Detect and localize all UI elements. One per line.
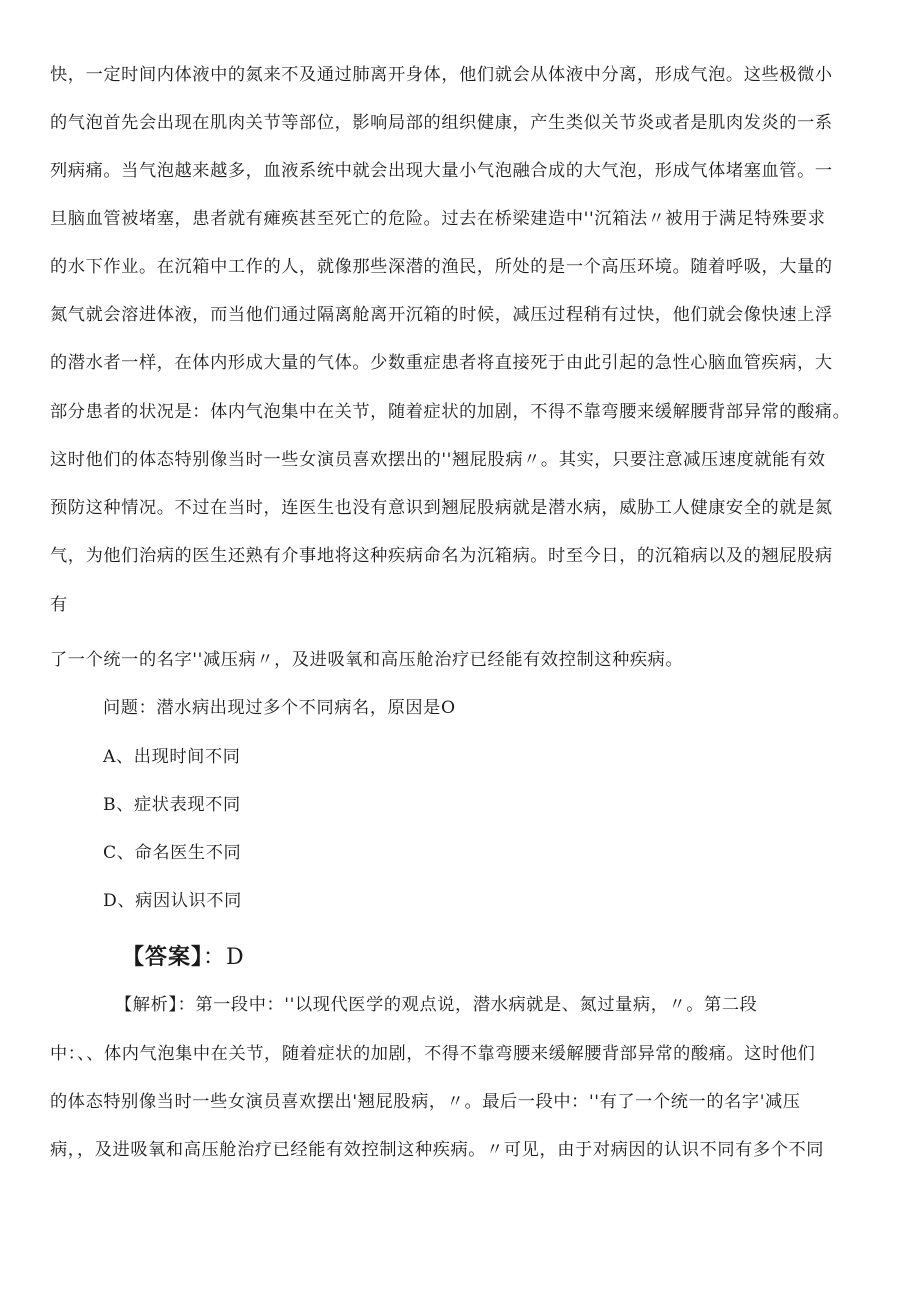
passage-line: 有	[50, 595, 68, 615]
answer-value: ：D	[203, 945, 245, 970]
passage-line: 的水下作业。在沉箱中工作的人，就像那些深潜的渔民，所处的是一个高压环境。随着呼吸，大量的	[50, 257, 833, 277]
option-b: B、症状表现不同	[103, 795, 241, 815]
passage-line: 的潜水者一样，在体内形成大量的气体。少数重症患者将直接死于由此引起的急性心脑血管疾病，大	[50, 353, 833, 373]
explanation-label: 【解析】	[115, 995, 178, 1015]
explanation-line: 病，，及进吸氧和高压舱治疗已经能有效控制这种疾病。〃可见，由于对病因的认识不同有多个不同	[50, 1140, 825, 1160]
explanation-line: 中：、、体内气泡集中在关节，随着症状的加剧，不得不靠弯腰来缓解腰背部异常的酸痛。这时他们	[50, 1044, 816, 1064]
passage-line: 的气泡首先会出现在肌肉关节等部位，影响局部的组织健康，产生类似关节炎或者是肌肉发炎的一系	[50, 113, 833, 133]
passage-line: 部分患者的状况是：体内气泡集中在关节，随着症状的加剧，不得不靠弯腰来缓解腰背部异常的酸痛。	[50, 402, 851, 422]
passage-line: 快，一定时间内体液中的氮来不及通过肺离开身体，他们就会从体液中分离，形成气泡。这些极微小	[50, 65, 833, 85]
passage-line: 旦脑血管被堵塞，患者就有瘫痪甚至死亡的危险。过去在桥梁建造中''沉箱法〃被用于满足特殊要求	[50, 209, 826, 229]
option-c: C、命名医生不同	[103, 843, 242, 863]
passage-line: 列病痛。当气泡越来越多，血液系统中就会出现大量小气泡融合成的大气泡，形成气体堵塞血管。一	[50, 161, 833, 181]
explanation-line: 的体态特别像当时一些女演员喜欢摆出'翘屁股病，〃。最后一段中：''有了一个统一的名字'减压	[50, 1092, 801, 1112]
passage-line: 了一个统一的名字''减压病〃，及进吸氧和高压舱治疗已经能有效控制这种疾病。	[50, 650, 684, 670]
passage-line: 气，为他们治病的医生还熟有介事地将这种疾病命名为沉箱病。时至今日，的沉箱病以及的翘屁股病	[50, 546, 833, 566]
answer-label: 【答案】	[122, 944, 204, 970]
question-text: 问题：潜水病出现过多个不同病名，原因是O	[103, 698, 456, 718]
option-a: A、出现时间不同	[103, 747, 241, 767]
answer-line	[122, 940, 245, 971]
explanation-line	[115, 993, 757, 1017]
passage-line: 预防这种情况。不过在当时，连医生也没有意识到翘屁股病就是潜水病，威胁工人健康安全的就是氮	[50, 498, 833, 518]
option-d: D、病因认识不同	[103, 891, 242, 911]
passage-line: 这时他们的体态特别像当时一些女演员喜欢摆出的''翘屁股病〃。其实，只要注意减压速度就能有效	[50, 450, 826, 470]
explanation-text: ：第一段中：''以现代医学的观点说，潜水病就是、氮过量病，〃。第二段	[177, 995, 758, 1015]
passage-line: 氮气就会溶进体液，而当他们通过隔离舱离开沉箱的时候，减压过程稍有过快，他们就会像快速上浮	[50, 305, 833, 325]
